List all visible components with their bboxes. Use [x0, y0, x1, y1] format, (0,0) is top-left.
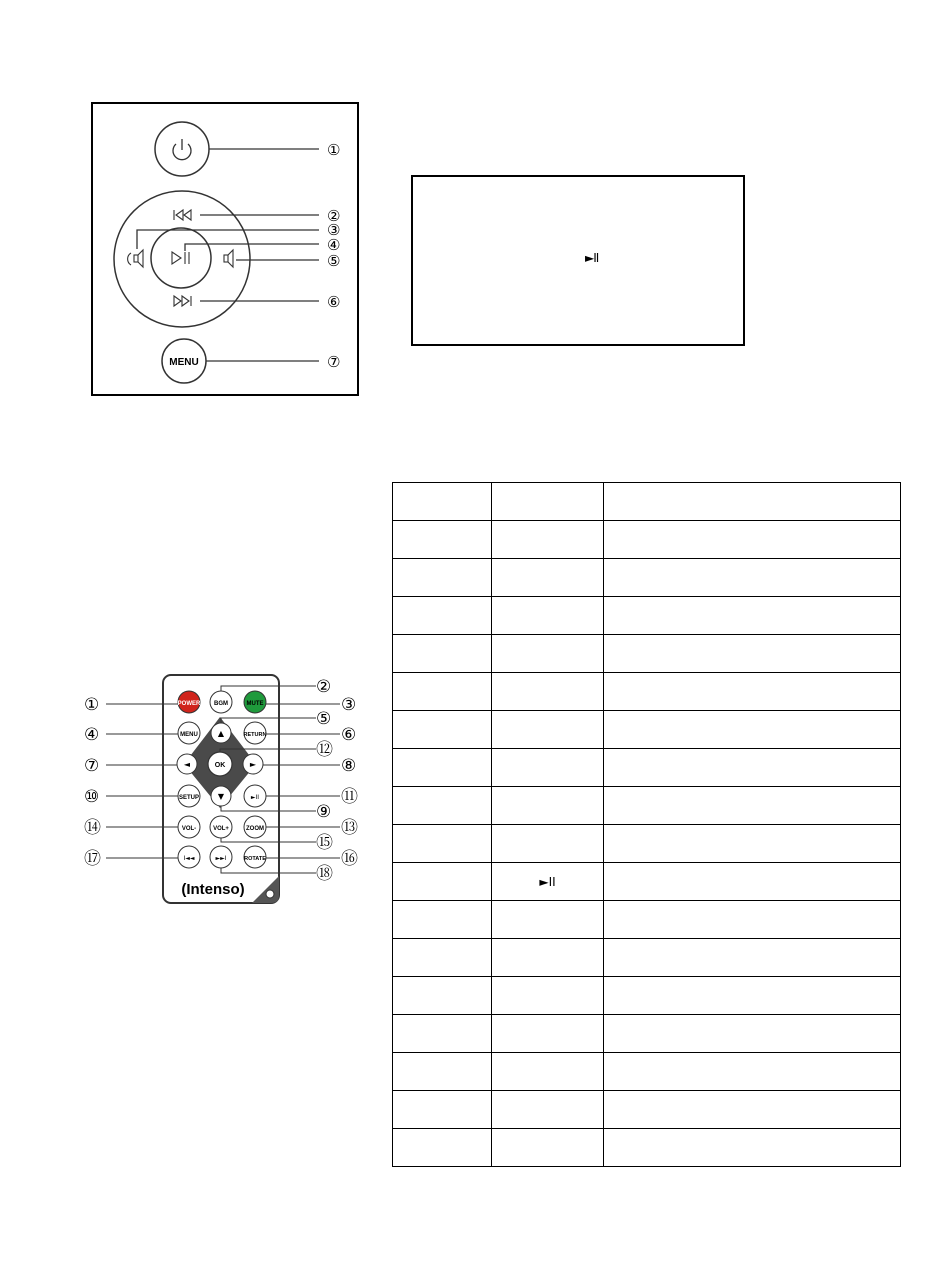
- info-box: [411, 175, 745, 346]
- remote-callout-8: ⑧: [341, 756, 357, 776]
- table-cell: [604, 901, 901, 939]
- table-cell: [604, 635, 901, 673]
- table-row: [393, 901, 901, 939]
- table-cell: [492, 1015, 604, 1053]
- table-cell: [604, 483, 901, 521]
- table-cell: [492, 825, 604, 863]
- table-row: [393, 635, 901, 673]
- table-cell: [393, 711, 492, 749]
- table-row: [393, 559, 901, 597]
- table-cell: [393, 787, 492, 825]
- remote-callout-6: ⑥: [341, 725, 357, 745]
- right-arrow-icon: ►: [249, 760, 257, 769]
- return-button-label: RETURN: [243, 732, 267, 738]
- down-arrow-icon: ▼: [217, 792, 225, 801]
- remote-callout-15: ⑮: [316, 833, 333, 853]
- table-cell: [393, 1053, 492, 1091]
- remote-callout-18: ⑱: [316, 864, 333, 884]
- vol-minus-label: VOL-: [181, 826, 197, 832]
- table-cell: [492, 939, 604, 977]
- zoom-button-label: ZOOM: [246, 826, 264, 832]
- menu-button-label: MENU: [180, 732, 198, 738]
- table-cell: [604, 977, 901, 1015]
- callout-2: ②: [327, 207, 341, 225]
- callout-3: ③: [327, 221, 341, 239]
- table-cell: [492, 597, 604, 635]
- table-cell: [393, 901, 492, 939]
- table-row: [393, 1091, 901, 1129]
- table-cell: [393, 749, 492, 787]
- callout-6: ⑥: [327, 293, 341, 311]
- table-cell: [604, 749, 901, 787]
- remote-callout-7: ⑦: [84, 756, 100, 776]
- ir-led-icon: [266, 890, 274, 898]
- table-cell: [604, 863, 901, 901]
- ok-button-label: OK: [214, 762, 226, 769]
- table-cell: [393, 977, 492, 1015]
- table-row: [393, 1015, 901, 1053]
- table-cell: [492, 635, 604, 673]
- bgm-button-label: BGM: [214, 701, 228, 707]
- left-arrow-icon: ◄: [183, 760, 191, 769]
- table-cell: [492, 787, 604, 825]
- table-cell: [492, 977, 604, 1015]
- table-cell: [393, 939, 492, 977]
- brand-logo: (Intenso): [181, 881, 245, 898]
- table-cell: [604, 1091, 901, 1129]
- table-cell: [393, 559, 492, 597]
- table-cell: [492, 673, 604, 711]
- mute-button-label: MUTE: [246, 701, 264, 707]
- table-cell: [393, 483, 492, 521]
- table-row: [393, 597, 901, 635]
- table-cell: [604, 787, 901, 825]
- table-cell: [492, 1091, 604, 1129]
- table-cell: [393, 635, 492, 673]
- play-pause-icon: ►II: [250, 794, 260, 801]
- remote-callout-17: ⑰: [84, 849, 101, 869]
- callout-4: ④: [327, 236, 341, 254]
- vol-plus-label: VOL+: [213, 826, 229, 832]
- table-cell: [604, 673, 901, 711]
- remote-callout-5: ⑤: [316, 709, 332, 729]
- table-row: [393, 1129, 901, 1167]
- table-cell: [492, 483, 604, 521]
- table-row: [393, 825, 901, 863]
- device-button-panel: [91, 102, 359, 396]
- menu-label: MENU: [169, 357, 199, 368]
- table-cell: [604, 1129, 901, 1167]
- remote-svg: [80, 672, 370, 912]
- remote-callout-1: ①: [84, 695, 100, 715]
- table-row: [393, 483, 901, 521]
- table-cell: [604, 597, 901, 635]
- table-row: [393, 787, 901, 825]
- table-row: [393, 977, 901, 1015]
- play-pause-glyph: ►II: [585, 251, 599, 265]
- table-cell: [604, 711, 901, 749]
- table-cell: [604, 521, 901, 559]
- power-button-label: POWER: [177, 701, 201, 707]
- table-row: [393, 521, 901, 559]
- table-cell: [492, 1129, 604, 1167]
- remote-callout-13: ⑬: [341, 818, 358, 838]
- table-row: [393, 1053, 901, 1091]
- table-cell: [604, 559, 901, 597]
- table-cell: [492, 749, 604, 787]
- remote-callout-14: ⑭: [84, 818, 101, 838]
- table-cell: [492, 521, 604, 559]
- table-row: [393, 711, 901, 749]
- device-panel-diagram: [93, 104, 361, 398]
- table-row: [393, 939, 901, 977]
- remote-callout-2: ②: [316, 677, 332, 697]
- table-cell: [604, 1015, 901, 1053]
- table-cell: [604, 1053, 901, 1091]
- previous-icon: I◄◄: [183, 855, 195, 862]
- key-function-table: [392, 482, 901, 1167]
- table-cell: [393, 673, 492, 711]
- remote-callout-4: ④: [84, 725, 100, 745]
- callout-7: ⑦: [327, 353, 341, 371]
- remote-callout-10: ⑩: [84, 787, 100, 807]
- table-cell: [393, 1091, 492, 1129]
- up-arrow-icon: ▲: [217, 729, 225, 738]
- callout-1: ①: [327, 141, 341, 159]
- remote-callout-3: ③: [341, 695, 357, 715]
- rotate-button-label: ROTATE: [244, 856, 266, 862]
- remote-callout-12: ⑫: [316, 740, 333, 760]
- table-cell: [393, 597, 492, 635]
- table-cell: [604, 939, 901, 977]
- table-row: [393, 863, 901, 901]
- table-cell: [393, 521, 492, 559]
- next-icon: ►►I: [215, 855, 227, 862]
- table-cell: [393, 825, 492, 863]
- callout-5: ⑤: [327, 252, 341, 270]
- remote-callout-9: ⑨: [316, 802, 332, 822]
- table-cell: [604, 825, 901, 863]
- setup-button-label: SETUP: [178, 795, 200, 801]
- table-cell: [393, 863, 492, 901]
- remote-control-diagram: [80, 672, 370, 912]
- table-cell: ►II: [492, 863, 604, 901]
- remote-callout-11: ⑪: [341, 787, 358, 807]
- table-cell: [492, 711, 604, 749]
- key-table-body: [393, 483, 901, 1167]
- table-row: [393, 749, 901, 787]
- table-cell: [492, 1053, 604, 1091]
- table-cell: [393, 1015, 492, 1053]
- table-cell: [492, 901, 604, 939]
- table-cell: [393, 1129, 492, 1167]
- remote-callout-16: ⑯: [341, 849, 358, 869]
- table-row: [393, 673, 901, 711]
- table-cell: [492, 559, 604, 597]
